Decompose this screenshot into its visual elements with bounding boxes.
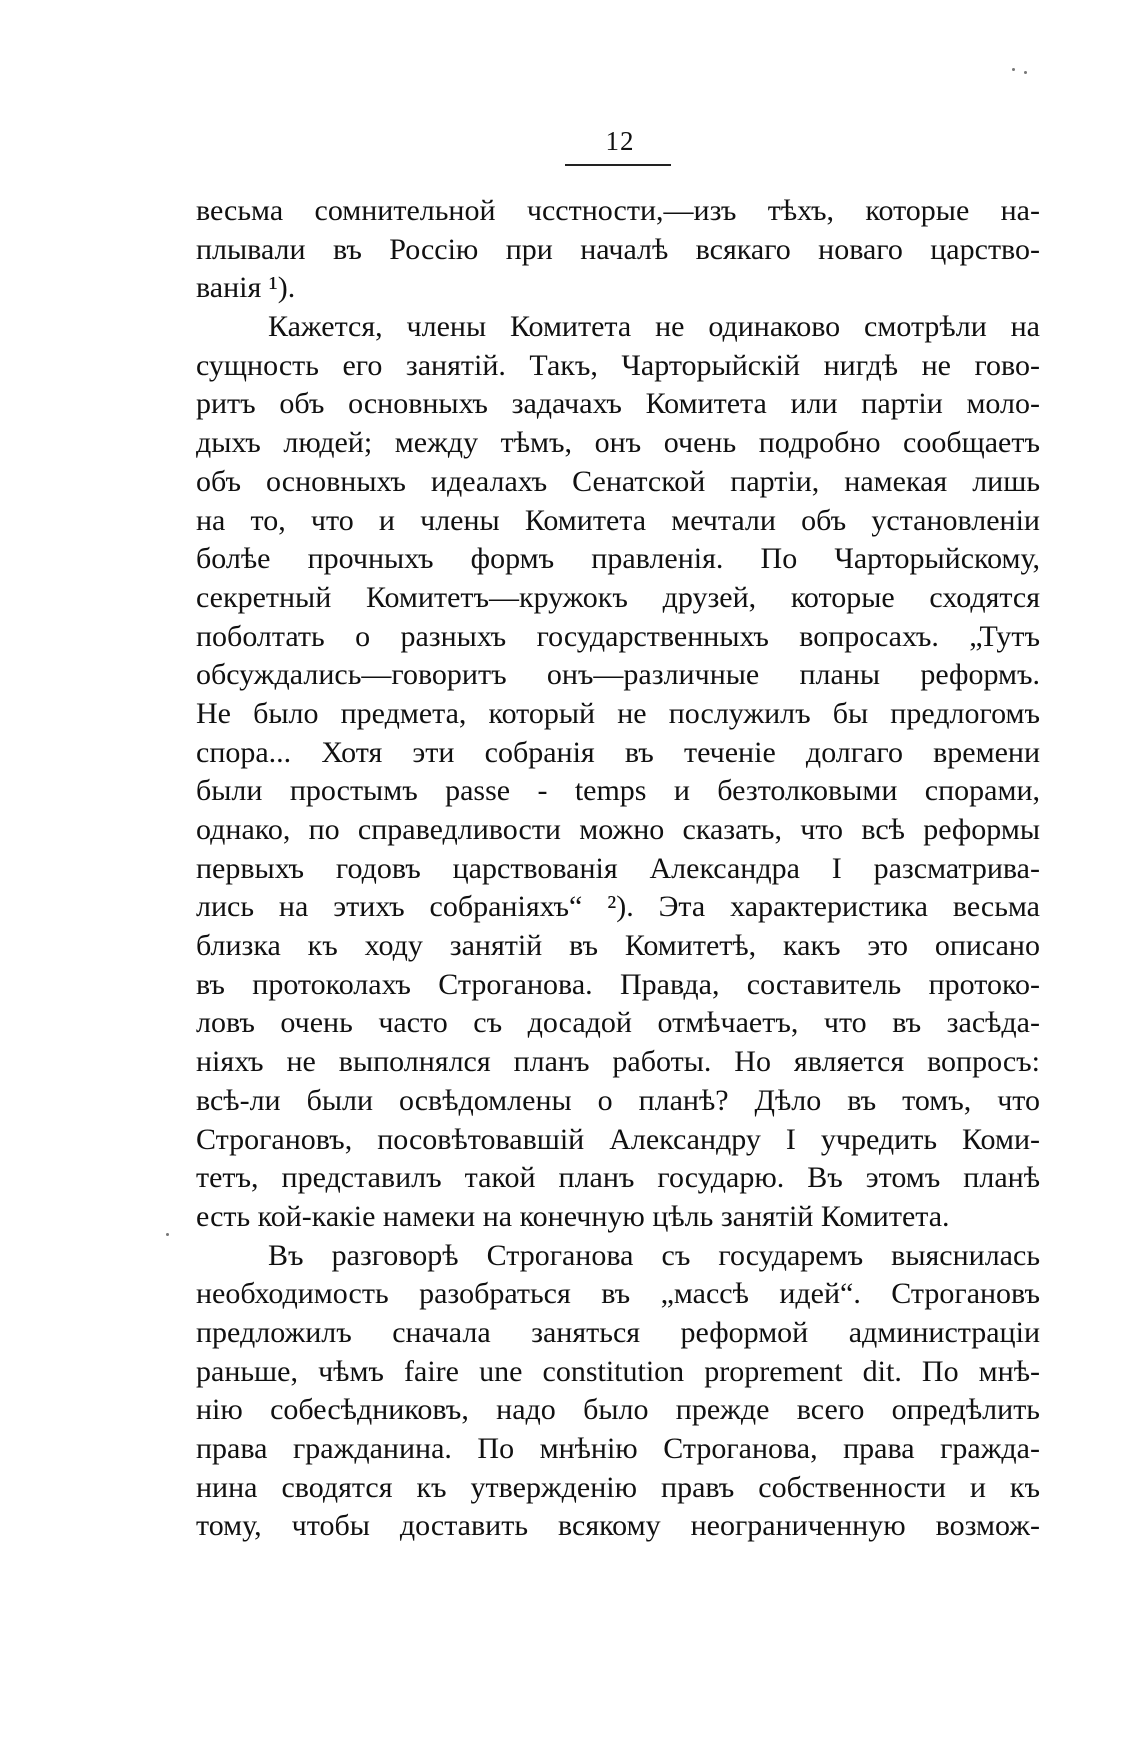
text-line: нина сводятся къ утвержденію правъ собственности и къ [196,1470,1040,1504]
body-text [196,192,1040,1546]
text-line: тому, чтобы доставить всякому неограниченную возмож- [196,1509,1040,1543]
scan-speck [1024,71,1027,74]
scan-speck [1012,68,1015,71]
text-line: однако, по справедливости можно сказать, что всѣ реформы [196,813,1040,846]
paragraph-start-line: Кажется, члены Комитета не одинаково смотрѣли на [268,310,1040,344]
text-line: секретный Комитетъ—кружокъ друзей, которые сходятся [196,580,1040,614]
text-line: Строгановъ, посовѣтовавшій Александру I учредить Коми- [196,1122,1040,1156]
text-line: первыхъ годовъ царствованія Александра I разсматрива- [196,851,1040,885]
text-line: объ основныхъ идеалахъ Сенатской партіи, намекая лишь [196,464,1040,498]
text-line: ніяхъ не выполнялся планъ работы. Но является вопросъ: [196,1045,1040,1079]
text-line: были простымъ passe - temps и безтолковыми спорами, [196,774,1040,808]
scan-speck [166,1233,169,1236]
text-line: на то, что и члены Комитета мечтали объ установленіи [196,503,1040,537]
text-line: обсуждались—говоритъ онъ—различные планы реформъ. [196,658,1040,692]
text-line: раньше, чѣмъ faire une constitution proprement dit. По мнѣ- [196,1354,1040,1388]
text-line: болѣе прочныхъ формъ правленія. По Чарторыйскому, [196,542,1040,576]
text-line: сущность его занятій. Такъ, Чарторыйскій нигдѣ не гово- [196,348,1040,382]
text-line: близка къ ходу занятій въ Комитетѣ, какъ это описано [196,929,1040,963]
page-number: 12 [605,126,635,156]
paragraph-start-line: Въ разговорѣ Строганова съ государемъ выяснилась [268,1238,1040,1272]
text-line: весьма сомнительной чсстности,—изъ тѣхъ, которые на- [196,194,1040,227]
text-line: Не было предмета, который не послужилъ бы предлогомъ [196,696,1040,730]
text-line: тетъ, представилъ такой планъ государю. Въ этомъ планѣ [196,1161,1040,1195]
text-line: права гражданина. По мнѣнію Строганова, права гражда- [196,1432,1040,1465]
text-line: всѣ-ли были освѣдомлены о планѣ? Дѣло въ томъ, что [196,1083,1040,1117]
text-line: ритъ объ основныхъ задачахъ Комитета или партіи моло- [196,387,1040,421]
text-line: необходимость разобраться въ „массѣ идей“. Строгановъ [196,1277,1040,1311]
text-line: есть кой-какіе намеки на конечную цѣль занятій Комитета. [196,1199,950,1233]
text-line: ванія ¹). [196,271,296,305]
page-number-underline [565,164,671,166]
text-line: спора... Хотя эти собранія въ теченіе долгаго времени [196,735,1040,769]
text-line: поболтать о разныхъ государственныхъ вопросахъ. „Тутъ [196,619,1040,653]
text-line: плывали въ Россію при началѣ всякаго новаго царство- [196,232,1040,266]
text-line: ловъ очень часто съ досадой отмѣчаетъ, что въ засѣда- [196,1006,1040,1040]
text-line: дыхъ людей; между тѣмъ, онъ очень подробно сообщаетъ [196,426,1040,460]
text-line: предложилъ сначала заняться реформой администраціи [196,1315,1040,1349]
text-line: нію собесѣдниковъ, надо было прежде всего опредѣлить [196,1393,1040,1427]
text-line: лись на этихъ собраніяхъ“ ²). Эта характеристика весьма [196,890,1040,924]
text-line: въ протоколахъ Строганова. Правда, составитель протоко- [196,967,1040,1001]
